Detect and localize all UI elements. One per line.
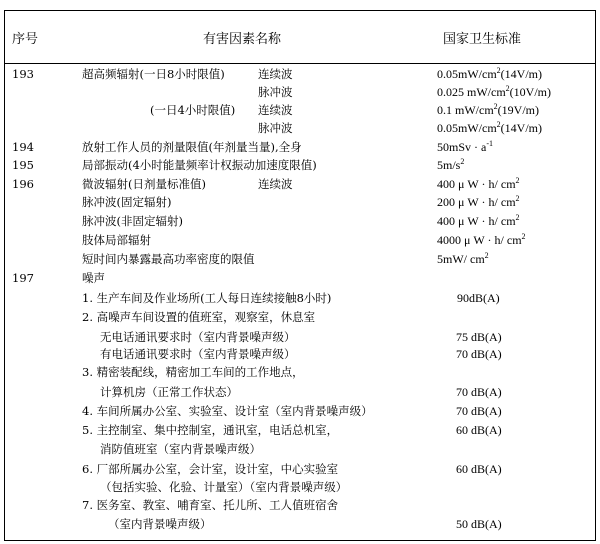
factor-name: 放射工作人员的剂量限值(年剂量当量),全身 [82,140,302,154]
factor-name: 2. 高噪声车间设置的值班室，观察室，休息室 [82,310,316,324]
standard-value [437,138,493,156]
table-border-bottom [4,540,596,541]
standard-value [437,156,464,174]
standard-value [437,193,520,211]
table-row [0,383,600,401]
header-national-standard: 国家卫生标准 [443,32,522,47]
table-row [0,231,600,249]
table-row [0,65,600,83]
header-number: 序号 [12,32,39,47]
wave-type: 连续波 [258,103,293,117]
table-row [0,101,600,119]
table-row [0,402,600,420]
factor-name: 超高频辐射(一日8小时限值) [82,67,225,81]
table-row [0,175,600,193]
standard-value [456,421,502,439]
factor-name: 计算机房（正常工作状态） [100,385,238,399]
standard-value-text: 0.1 mW/cm [437,103,494,117]
factor-name: 局部振动(4小时能量频率计权振动加速度限值) [82,158,317,172]
table-row [0,363,600,381]
standard-field-strength: (14V/m) [500,67,542,81]
table-row [0,328,600,346]
row-number: 196 [12,177,34,191]
standard-value [437,83,551,101]
header-divider [4,63,596,64]
table-row [0,289,600,307]
standard-unit-exponent: 2 [493,102,498,111]
wave-type: 连续波 [258,67,293,81]
factor-name: 噪声 [82,271,105,285]
factor-name: 肢体局部辐射 [82,233,151,247]
standard-field-strength: (10V/m) [509,85,551,99]
standard-value-text: 5mW/ cm [437,252,485,266]
factor-name: 6. 厂部所属办公室，会计室，设计室，中心实验室 [82,462,339,476]
table-row [0,212,600,230]
table-row [0,345,600,363]
standard-value-text: 50 dB(A) [456,517,502,531]
row-number: 193 [12,67,34,81]
standard-value-text: 4000 μ W · h/ cm [437,233,522,247]
standard-value-text: 200 μ W · h/ cm [437,195,516,209]
table-border-top [4,10,596,11]
table-row [0,156,600,174]
factor-name: 4. 车间所属办公室、实验室、设计室（室内背景噪声级） [82,404,373,418]
standard-field-strength: (14V/m) [500,121,542,135]
table-row [0,515,600,533]
factor-name: 脉冲波(非固定辐射) [82,214,183,228]
table-row [0,496,600,514]
table-row [0,478,600,496]
factor-name: 有电话通讯要求时（室内背景噪声级） [100,347,296,361]
standard-field-strength: (19V/m) [497,103,539,117]
factor-name: 无电话通讯要求时（室内背景噪声级） [100,330,296,344]
standard-value [456,402,502,420]
factor-name: 5. 主控制室、集中控制室，通讯室，电话总机室， [82,423,339,437]
row-number: 194 [12,140,34,154]
wave-type: 连续波 [258,177,293,191]
standard-value [437,231,526,249]
standard-value-text: 0.05mW/cm [437,121,497,135]
standard-unit-exponent: 2 [460,157,465,166]
table-row [0,440,600,458]
standard-value [437,212,520,230]
standard-value-text: 0.025 mW/cm [437,85,506,99]
factor-name: 消防值班室（室内背景噪声级） [100,442,261,456]
standard-value [457,289,500,307]
standard-unit-exponent: 2 [496,120,501,129]
standard-value-text: 70 dB(A) [456,385,502,399]
standard-value-text: 75 dB(A) [456,330,502,344]
standard-value [437,119,542,137]
standard-value-text: 400 μ W · h/ cm [437,214,516,228]
standard-value-text: 90dB(A) [457,291,500,305]
table-row [0,119,600,137]
standard-value-text: 70 dB(A) [456,404,502,418]
standard-value [437,175,520,193]
standard-unit-exponent: 2 [521,232,526,241]
row-number: 195 [12,158,34,172]
standard-unit-exponent: 2 [496,66,501,75]
factor-name: （室内背景噪声级） [108,517,212,531]
standard-unit-exponent: 2 [515,194,520,203]
factor-name: 3. 精密装配线，精密加工车间的工作地点， [82,365,304,379]
standard-value-text: 50mSv · a [437,140,487,154]
table-row [0,250,600,268]
factor-name: (一日4小时限值) [150,103,236,117]
standard-value-text: 5m/s [437,158,461,172]
table-row [0,308,600,326]
standard-value [437,250,489,268]
standard-value [437,101,539,119]
standard-unit-exponent: 2 [484,251,489,260]
table-row [0,269,600,287]
standard-value-text: 0.05mW/cm [437,67,497,81]
header-factor-name: 有害因素名称 [203,32,282,47]
standard-value [456,328,502,346]
factor-name: 脉冲波(固定辐射) [82,195,172,209]
standard-unit-exponent: 2 [505,84,510,93]
standard-value-text: 400 μ W · h/ cm [437,177,516,191]
standard-value-text: 60 dB(A) [456,423,502,437]
standard-value [456,460,502,478]
wave-type: 脉冲波 [258,121,293,135]
standard-value-text: 60 dB(A) [456,462,502,476]
factor-name: 1. 生产车间及作业场所(工人每日连续接触8小时) [82,291,332,305]
table-row [0,83,600,101]
factor-name: 7. 医务室、教室、哺育室、托儿所、工人值班宿舍 [82,498,339,512]
standard-unit-exponent: 2 [515,176,520,185]
standard-value [456,515,502,533]
table-row [0,193,600,211]
standard-value-text: 70 dB(A) [456,347,502,361]
factor-name: 短时间内暴露最高功率密度的限值 [82,252,255,266]
table-row [0,138,600,156]
standard-value [437,65,542,83]
standard-unit-exponent: -1 [486,139,494,148]
factor-name: 微波辐射(日剂量标准值) [82,177,206,191]
wave-type: 脉冲波 [258,85,293,99]
row-number: 197 [12,271,34,285]
factor-name: （包括实验、化验、计量室）（室内背景噪声级） [100,480,348,494]
standard-unit-exponent: 2 [515,213,520,222]
standard-value [456,383,502,401]
table-row [0,421,600,439]
table-row [0,460,600,478]
standard-value [456,345,502,363]
